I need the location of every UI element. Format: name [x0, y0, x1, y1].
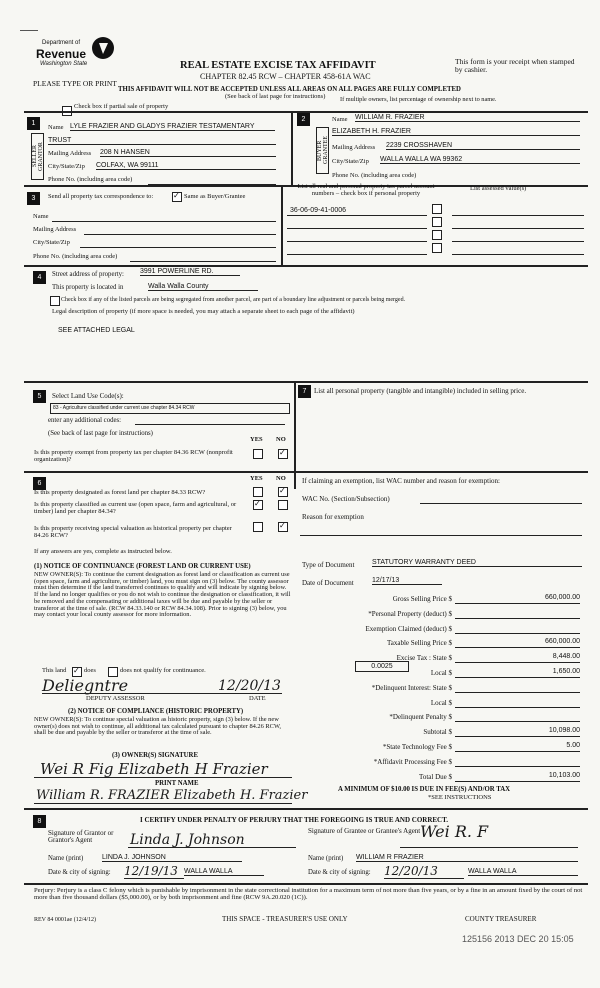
s6-no-header: NO [276, 475, 286, 482]
dept-line2: Revenue [36, 47, 87, 61]
wac-input[interactable] [420, 503, 582, 504]
grantor-signature: Linda J. Johnson [130, 832, 245, 848]
multiple-owners-note: If multiple owners, list percentage of ownership next to name. [340, 96, 497, 103]
seller-name-line2[interactable]: TRUST [48, 137, 276, 145]
grantee-signature-label: Signature of Grantee or Grantee's Agent [308, 827, 421, 835]
buyer-mailing[interactable]: 2239 CROSSHAVEN [386, 142, 580, 150]
deputy-assessor-label: DEPUTY ASSESSOR [86, 695, 145, 702]
historic-no-checkbox[interactable] [278, 522, 288, 532]
buyer-name-label: Name [332, 116, 348, 123]
section-4-number: 4 [33, 271, 46, 284]
buyer-side-label: BUYER GRANTEE [316, 127, 329, 174]
warning-line: THIS AFFIDAVIT WILL NOT BE ACCEPTED UNLESS ALL AREAS ON ALL PAGES ARE FULLY COMPLETED [118, 86, 461, 93]
does-not-label: does not qualify for continuance. [120, 667, 206, 674]
tax-row-value[interactable] [455, 683, 580, 693]
exempt-no-checkbox[interactable] [278, 449, 288, 459]
grantor-signature-label: Signature of Grantor or Grantor's Agent [48, 829, 114, 845]
buyer-name-line1[interactable]: WILLIAM R. FRAZIER [355, 114, 580, 122]
tax-row-label: Gross Selling Price $ [392, 595, 452, 603]
receipt-note: This form is your receipt when stamped by cashier. [455, 57, 575, 74]
doc-date-value[interactable]: 12/17/13 [372, 577, 442, 585]
s5-no-header: NO [276, 436, 286, 443]
section-7-number: 7 [298, 385, 311, 398]
cashier-stamp: 125156 2013 DEC 20 15:05 [462, 934, 574, 944]
section-6-number: 6 [33, 477, 46, 490]
section-5-number: 5 [33, 390, 46, 403]
personal-property-checkbox-3[interactable] [432, 230, 442, 240]
land-does-label: This land [42, 667, 67, 674]
owner-signature-label: (3) OWNER(S) SIGNATURE [112, 752, 198, 759]
land-use-code-select[interactable]: 83 - Agriculture classified under current use chapter 84.34 RCW [50, 403, 290, 414]
grantee-date-label: Date & city of signing: [308, 869, 371, 876]
grantor-sign-city[interactable]: WALLA WALLA [184, 868, 264, 876]
forest-no-checkbox[interactable] [278, 487, 288, 497]
seller-phone[interactable] [148, 184, 276, 185]
section-1-number: 1 [27, 117, 40, 130]
tax-row-value[interactable]: 5.00 [455, 742, 580, 752]
seller-city[interactable]: COLFAX, WA 99111 [96, 162, 276, 170]
partial-sale-label: Check box if partial sale of property [74, 103, 169, 110]
buyer-city-label: City/State/Zip [332, 158, 369, 165]
additional-codes-input[interactable] [135, 424, 285, 425]
seller-city-label: City/State/Zip [48, 163, 85, 170]
section-8-number: 8 [33, 815, 46, 828]
current-use-no-checkbox[interactable] [278, 500, 288, 510]
department-logo [32, 36, 122, 72]
tax-row-value[interactable] [455, 609, 580, 619]
grantee-sign-city[interactable]: WALLA WALLA [468, 868, 578, 876]
doc-type-label: Type of Document [302, 561, 355, 569]
s6-yes-header: YES [250, 475, 263, 482]
tax-row-value[interactable]: 660,000.00 [455, 594, 580, 604]
tax-row-label: *Personal Property (deduct) $ [368, 609, 452, 618]
s5-yes-header: YES [250, 436, 263, 443]
seller-mailing[interactable]: 208 N HANSEN [100, 149, 276, 157]
personal-property-checkbox-1[interactable] [432, 204, 442, 214]
exempt-question: Is this property exempt from property tax per chapter 84.36 RCW (nonprofit organization)? [34, 449, 233, 463]
exempt-yes-checkbox[interactable] [253, 449, 263, 459]
see-back-line: (See back of last page for instructions) [225, 93, 326, 100]
parcel-number-1[interactable]: 36-06-09-41-0006 [290, 207, 347, 214]
grantor-name-label: Name (print) [48, 855, 84, 862]
section-2-number: 2 [297, 113, 310, 126]
please-type: PLEASE TYPE OR PRINT [33, 79, 117, 88]
grantor-name[interactable]: LINDA J. JOHNSON [102, 854, 242, 862]
assessor-date-label: DATE [249, 695, 266, 702]
tax-row-value[interactable] [455, 624, 580, 634]
exemption-label: If claiming an exemption, list WAC number and reason for exemption: [302, 477, 500, 485]
tax-row-value[interactable]: 1,650.00 [455, 668, 580, 678]
segregation-label: Check box if any of the listed parcels are being segregated from another parcel, are part of a boundary line adjustment or parcels being merged. [61, 297, 406, 303]
tax-row-value[interactable]: 8,448.00 [455, 653, 580, 663]
doc-date-label: Date of Document [302, 579, 354, 587]
form-title: REAL ESTATE EXCISE TAX AFFIDAVIT [180, 60, 376, 71]
rev-number: REV 84 0001ae (12/4/12) [34, 917, 97, 923]
located-label: This property is located in [52, 284, 124, 291]
tax-row-label: Taxable Selling Price $ [386, 639, 452, 648]
owner-printed-names: William R. FRAZIER Elizabeth H. Frazier [36, 788, 308, 803]
tax-row-value[interactable] [455, 698, 580, 708]
historic-question: Is this property receiving special valuation as historical property per chapter 84.26 RCW? [34, 525, 232, 539]
personal-property-checkbox-2[interactable] [432, 217, 442, 227]
legal-label: Legal description of property (if more space is needed, you may attach a separate sheet to each page of the affidavit) [52, 308, 355, 315]
wa-logo-icon [90, 34, 116, 62]
tax-row-label: Total Due $ [419, 772, 452, 781]
section-3-number: 3 [27, 192, 40, 205]
doc-type-value[interactable]: STATUTORY WARRANTY DEED [372, 559, 582, 567]
notice2-title: (2) NOTICE OF COMPLIANCE (HISTORIC PROPERTY) [68, 708, 244, 715]
notice1-text: NEW OWNER(S): To continue the current designation as forest land or classification as current use (open space, farm and agriculture, or timber) land, you must sign on (3) below. The county assessor must then determine if the land transferred continues to qualify and will indicate by signing below. If the land no longer qualifies or you do not wish to continue the designation or classification, it will be removed and the compensating or additional taxes will be due and payable by the seller or transferor at the time of sale. (RCW 84.33.140 or RCW 84.34.108). Prior to signing (3) below, you may contact your local county assessor for more information. [34, 571, 291, 619]
deputy-assessor-signature: Deliegntre [42, 676, 129, 695]
tax-row-value[interactable]: 10,103.00 [455, 772, 580, 782]
county-value[interactable]: Walla Walla County [148, 283, 258, 291]
county-treasurer: COUNTY TREASURER [465, 915, 537, 923]
seller-side-label: SELLER GRANTOR [31, 133, 44, 180]
forest-yes-checkbox[interactable] [253, 487, 263, 497]
dept-line1: Department of [42, 40, 81, 46]
s3-city-label: City/State/Zip [33, 239, 70, 246]
parcel-header: List all real and personal property tax parcel account numbers – check box if personal property [297, 183, 435, 197]
dept-line3: Washington State [40, 61, 88, 67]
local-rate-value[interactable]: 0.0025 [355, 661, 409, 672]
tax-row-label: Excise Tax : State $ [396, 654, 452, 663]
tax-row-label: *State Technology Fee $ [382, 743, 452, 751]
send-correspondence-label: Send all property tax correspondence to: [48, 193, 154, 200]
additional-codes-label: enter any additional codes: [48, 417, 122, 424]
segregation-checkbox[interactable] [50, 296, 60, 306]
buyer-city[interactable]: WALLA WALLA WA 99362 [380, 156, 580, 164]
if-yes-note: If any answers are yes, complete as instructed below. [34, 548, 172, 555]
certify-statement: I CERTIFY UNDER PENALTY OF PERJURY THAT THE FOREGOING IS TRUE AND CORRECT. [140, 816, 449, 824]
land-use-label: Select Land Use Code(s): [52, 392, 124, 400]
see-instructions-note: *SEE INSTRUCTIONS [428, 794, 492, 801]
assessor-date-value: 12/20/13 [218, 678, 281, 694]
s5-see-back: (See back of last page for instructions) [48, 430, 153, 437]
s3-phone-label: Phone No. (including area code) [33, 253, 118, 260]
forest-question: Is this property designated as forest land per chapter 84.33 RCW? [34, 489, 206, 496]
historic-yes-checkbox[interactable] [253, 522, 263, 532]
does-label: does [84, 667, 96, 674]
perjury-note: Perjury: Perjury is a class C felony which is punishable by imprisonment in the state correctional institution for a maximum term of not more than five years, or by a fine in an amount fixed by the court of not more than five thousand dollars ($5,000.00), or by both imprisonment and fine (RCW 9A.20.020 (1C)). [34, 887, 583, 901]
personal-property-checkbox-4[interactable] [432, 243, 442, 253]
grantor-sign-date[interactable]: 12/19/13 [124, 864, 184, 879]
buyer-name-line2[interactable]: ELIZABETH H. FRAZIER [332, 128, 580, 136]
print-name-label: PRINT NAME [155, 780, 199, 787]
same-as-buyer-checkbox[interactable] [172, 192, 182, 202]
grantee-name-label: Name (print) [308, 855, 344, 862]
tax-row-label: *Delinquent Interest: State $ [371, 683, 452, 692]
personal-property-label: List all personal property (tangible and intangible) included in selling price. [314, 387, 527, 395]
seller-name-label: Name [48, 124, 64, 131]
tax-row-label: Local $ [430, 698, 452, 707]
grantee-signature: Wei R. F [420, 822, 489, 841]
current-use-question: Is this property classified as current use (open space, farm and agricultural, or timber) land per chapter 84.34? [34, 501, 237, 515]
seller-phone-label: Phone No. (including area code) [48, 176, 133, 183]
tax-row-value[interactable]: 10,098.00 [455, 727, 580, 737]
street-label: Street address of property: [52, 271, 124, 278]
notice1-title: (1) NOTICE OF CONTINUANCE (FOREST LAND OR CURRENT USE) [34, 563, 251, 570]
tax-row-label: Subtotal $ [423, 728, 452, 737]
grantee-sign-date[interactable]: 12/20/13 [384, 864, 464, 879]
tax-row-label: Local $ [430, 669, 452, 677]
reason-label: Reason for exemption [302, 513, 364, 521]
s3-name-label: Name [33, 213, 49, 220]
treasurer-space: THIS SPACE - TREASURER'S USE ONLY [222, 915, 348, 923]
tax-row-label: Exemption Claimed (deduct) $ [365, 624, 452, 633]
same-as-buyer-label: Same as Buyer/Grantee [184, 193, 246, 200]
grantee-name[interactable]: WILLIAM R FRAZIER [356, 854, 578, 862]
assessed-header: List assessed value(s) [470, 185, 527, 192]
buyer-mailing-label: Mailing Address [332, 144, 376, 151]
tax-row-label: *Delinquent Penalty $ [389, 713, 452, 722]
grantor-date-label: Date & city of signing: [48, 869, 111, 876]
current-use-yes-checkbox[interactable] [253, 500, 263, 510]
tax-row-label: *Affidavit Processing Fee $ [373, 757, 452, 766]
seller-name-line1[interactable]: LYLE FRAZIER AND GLADYS FRAZIER TESTAMENTARY [70, 123, 275, 131]
tax-row-value[interactable] [455, 757, 580, 767]
owner-signatures: Wei R Fig Elizabeth H Frazier [40, 760, 268, 778]
tax-row-value[interactable]: 660,000.00 [455, 638, 580, 648]
buyer-phone-label: Phone No. (including area code) [332, 172, 417, 179]
legal-description[interactable]: SEE ATTACHED LEGAL [58, 327, 135, 334]
wac-label: WAC No. (Section/Subsection) [302, 495, 390, 503]
minimum-due-note: A MINIMUM OF $10.00 IS DUE IN FEE(S) AND/OR TAX [338, 786, 511, 793]
form-subtitle: CHAPTER 82.45 RCW – CHAPTER 458-61A WAC [200, 72, 371, 81]
s3-mailing-label: Mailing Address [33, 226, 77, 233]
seller-mailing-label: Mailing Address [48, 150, 92, 157]
street-address[interactable]: 3991 POWERLINE RD. [140, 268, 240, 276]
tax-row-value[interactable] [455, 712, 580, 722]
notice2-text: NEW OWNER(S): To continue special valuation as historic property, sign (3) below. If the new owner(s) does not wish to continue, all additional tax calculated pursuant to chapter 84.26 RCW, shall be due and payable by the seller or transferor at the time of sale. [34, 716, 281, 737]
